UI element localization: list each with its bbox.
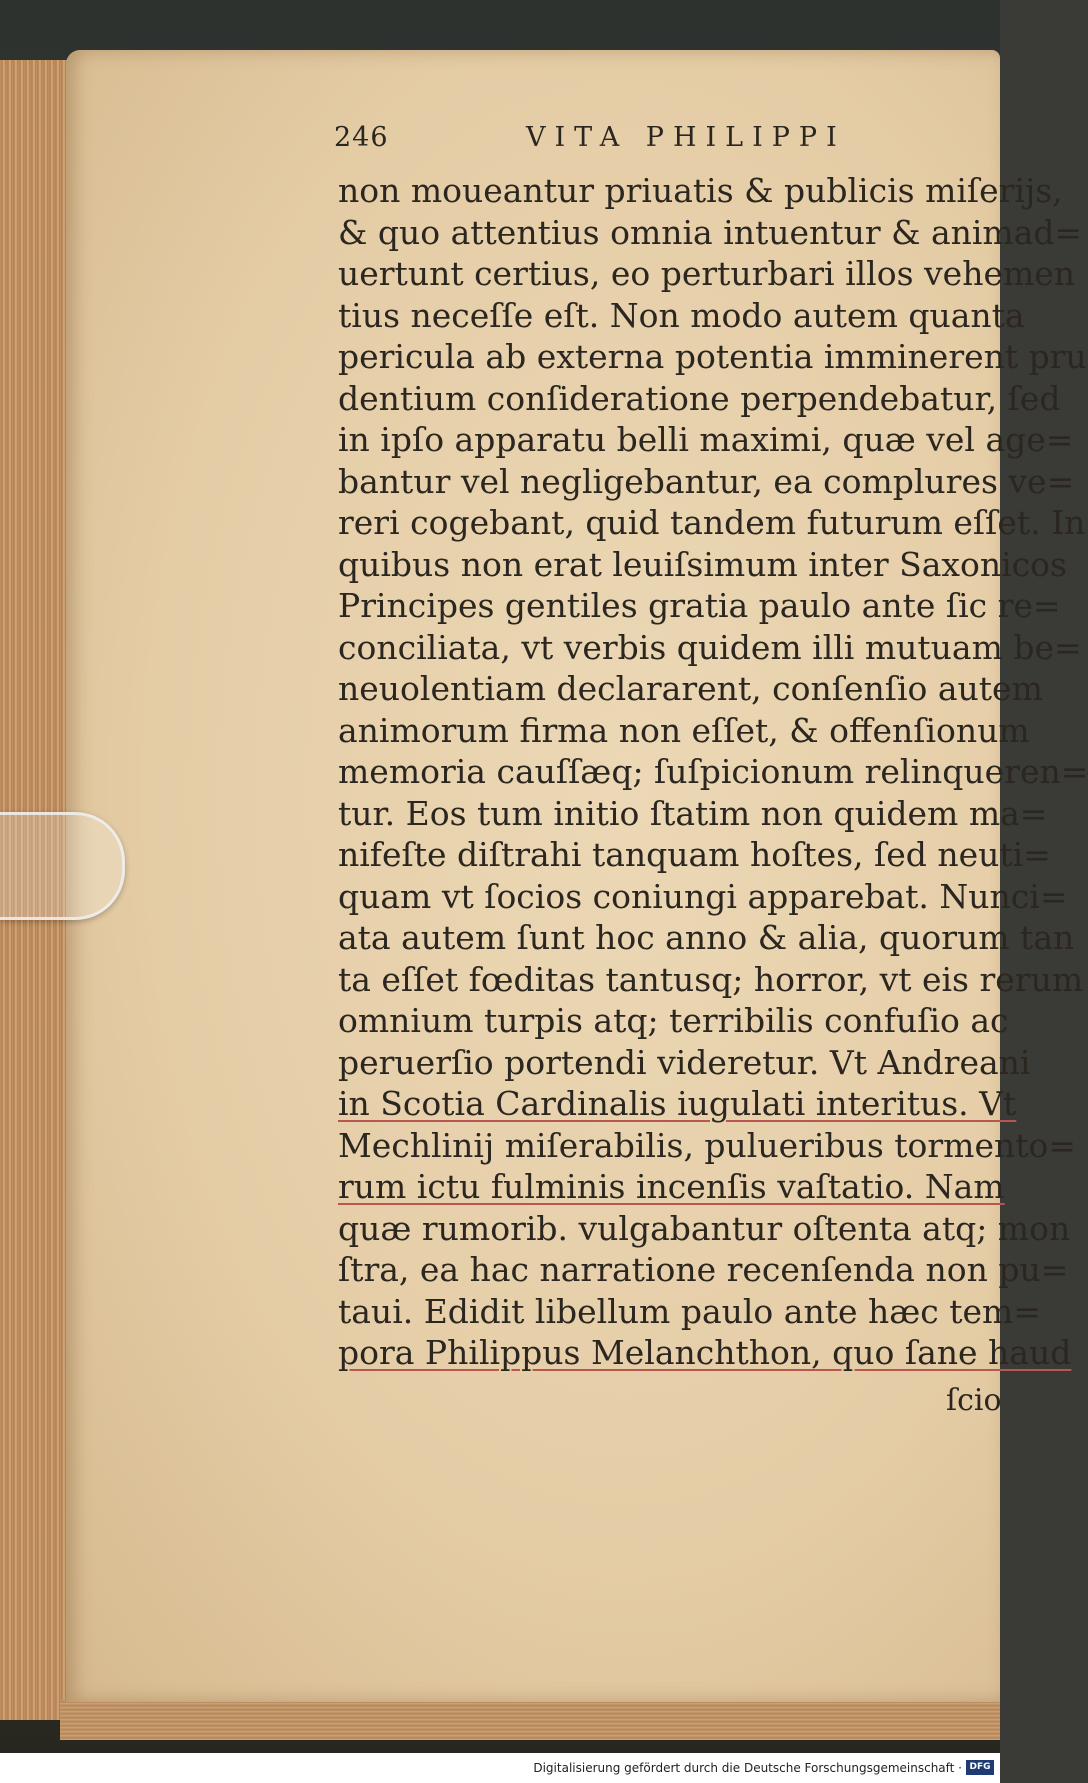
running-head [334,122,894,162]
text-line: quibus non erat leuiſsimum inter Saxonicos [338,544,1067,584]
page-edges-bottom [60,1700,1000,1740]
text-line: conciliata, vt verbis quidem illi mutuam be= [338,627,1082,667]
body-text [338,170,1088,1374]
page-number: 246 [334,122,389,153]
underlined-text-line: rum ictu fulminis incenſis vaſtatio. Nam [338,1167,1005,1206]
text-line: & quo attentius omnia intuentur & animad= [338,212,1083,252]
text-line: reri cogebant, quid tandem futurum eſſet. In [338,503,1086,542]
text-line: memoria cauſſæq; ſuſpicionum relinqueren= [338,752,1088,791]
text-line: Mechlinij miſerabilis, pulueribus tormento= [338,1125,1077,1165]
catchword: ſcio [946,1383,1002,1418]
page-clip [0,812,125,920]
text-line: in ipſo apparatu belli maximi, quæ vel age= [338,420,1074,459]
text-line: pericula ab externa potentia imminerent pru [338,337,1087,376]
text-line: tur. Eos tum initio ſtatim non quidem ma= [338,793,1048,833]
text-line: uertunt certius, eo perturbari illos vehemen [338,254,1076,293]
text-line: taui. Edidit libellum paulo ante hæc tem= [338,1291,1041,1331]
text-line: Principes gentiles gratia paulo ante ſic re= [338,586,1061,625]
text-line: peruerſio portendi videretur. Vt Andreani [338,1042,1031,1082]
text-line: bantur vel negligebantur, ea complures ve= [338,461,1075,501]
funding-credit: Digitalisierung gefördert durch die Deutsche Forschungsgemeinschaft · [533,1761,962,1775]
running-title: VITA PHILIPPI [526,122,846,153]
text-line: quæ rumorib. vulgabantur oſtenta atq; mon [338,1208,1071,1248]
underlined-text-line: pora Philippus Melanchthon, quo ſane haud [338,1333,1072,1372]
text-line: nifeſte diſtrahi tanquam hoſtes, ſed neuti= [338,835,1051,874]
text-line: omnium turpis atq; terribilis confuſio ac [338,1001,1009,1040]
underlined-text-line: in Scotia Cardinalis iugulati interitus. Vt [338,1084,1017,1123]
text-line: tius neceſſe eſt. Non modo autem quanta [338,295,1025,335]
dfg-logo: DFG [966,1760,994,1775]
text-line: ta eſſet fœditas tantusq; horror, vt eis rerum [338,959,1084,999]
text-line: dentium conſideratione perpendebatur, ſed [338,378,1061,418]
text-line: non moueantur priuatis & publicis miſerijs, [338,171,1063,210]
text-line: animorum firma non eſſet, & offenſionum [338,710,1030,750]
text-line: ſtra, ea hac narratione recenſenda non pu= [338,1250,1069,1289]
text-line: ata autem ſunt hoc anno & alia, quorum tan [338,918,1075,957]
text-line: neuolentiam declararent, conſenſio autem [338,669,1043,708]
text-line: quam vt ſocios coniungi apparebat. Nunci= [338,876,1068,916]
